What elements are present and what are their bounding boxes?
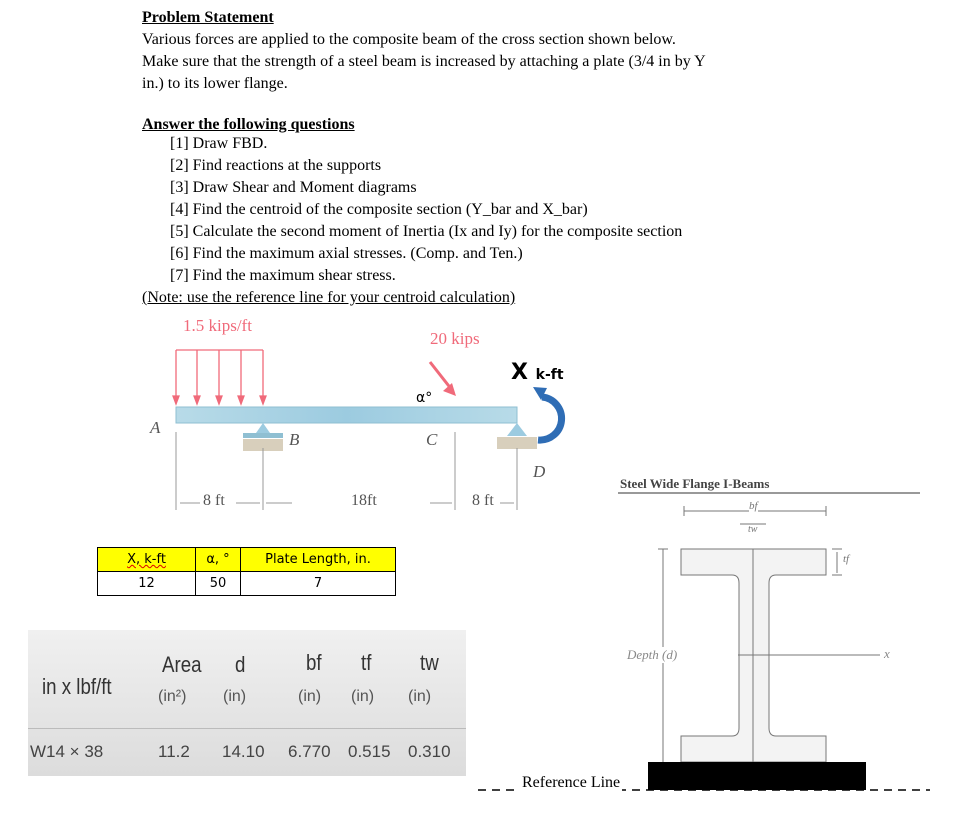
col-area-unit: (in²) <box>158 688 187 705</box>
point-c: C <box>426 430 438 449</box>
question: [1] Draw FBD. <box>170 135 268 152</box>
note: (Note: use the reference line for your centroid calculation) <box>142 289 516 306</box>
value-tf: 0.515 <box>348 742 391 761</box>
value-d: 14.10 <box>222 742 265 761</box>
tw-label: tw <box>748 524 758 535</box>
question: [6] Find the maximum axial stresses. (Comp. and Ten.) <box>170 245 523 262</box>
value-x: 12 <box>98 572 196 596</box>
col-d-unit: (in) <box>223 688 247 705</box>
point-a: A <box>150 418 161 437</box>
point-d: D <box>533 462 546 481</box>
value-tw: 0.310 <box>408 742 451 761</box>
tf-label: tf <box>843 553 850 565</box>
bf-label: bf <box>749 500 758 512</box>
col-tf: tf <box>361 650 372 675</box>
ibeam-title: Steel Wide Flange I-Beams <box>620 476 770 491</box>
question: [7] Find the maximum shear stress. <box>170 267 396 284</box>
distributed-load-label: 1.5 kips/ft <box>183 316 252 335</box>
header-plate-length: Plate Length, in. <box>241 548 396 572</box>
reference-line-label: Reference Line <box>522 774 621 791</box>
value-alpha: 50 <box>196 572 241 596</box>
question: [5] Calculate the second moment of Inertia (Ix and Iy) for the composite section <box>170 223 683 240</box>
question: [3] Draw Shear and Moment diagrams <box>170 179 417 196</box>
moment-unit: k-ft <box>535 367 564 383</box>
problem-line: Various forces are applied to the composite beam of the cross section shown below. <box>142 31 676 48</box>
col-d: d <box>235 652 246 677</box>
designation: W14 × 38 <box>30 742 104 761</box>
dim-bc: 18ft <box>351 492 377 509</box>
moment-value: X <box>511 360 528 385</box>
dim-cd: 8 ft <box>472 492 494 509</box>
header-x: X, k-ft <box>98 548 196 572</box>
depth-label: Depth (d) <box>627 647 678 662</box>
problem-line: Make sure that the strength of a steel beam is increased by attaching a plate (3/4 in by Y <box>142 53 706 70</box>
col-area: Area <box>162 652 202 677</box>
value-bf: 6.770 <box>288 742 331 761</box>
value-area: 11.2 <box>158 742 190 761</box>
value-plate-length: 7 <box>241 572 396 596</box>
question: [2] Find reactions at the supports <box>170 157 382 174</box>
col-tf-unit: (in) <box>351 688 375 705</box>
point-b: B <box>289 430 300 449</box>
designation-header: in x lbf/ft <box>42 674 112 699</box>
col-tw: tw <box>420 650 439 675</box>
col-tw-unit: (in) <box>408 688 432 705</box>
angle-label: α° <box>416 390 433 406</box>
x-axis-label: x <box>884 646 890 661</box>
dim-ab: 8 ft <box>203 492 225 509</box>
question: [4] Find the centroid of the composite section (Y_bar and X_bar) <box>170 201 588 218</box>
steel-plate <box>648 762 866 790</box>
point-load-label: 20 kips <box>430 329 480 348</box>
col-bf-unit: (in) <box>298 688 322 705</box>
problem-title: Problem Statement <box>142 9 274 26</box>
col-bf: bf <box>306 650 322 675</box>
answers-title: Answer the following questions <box>142 116 355 133</box>
header-alpha: α, ° <box>196 548 241 572</box>
problem-line: in.) to its lower flange. <box>142 75 288 92</box>
